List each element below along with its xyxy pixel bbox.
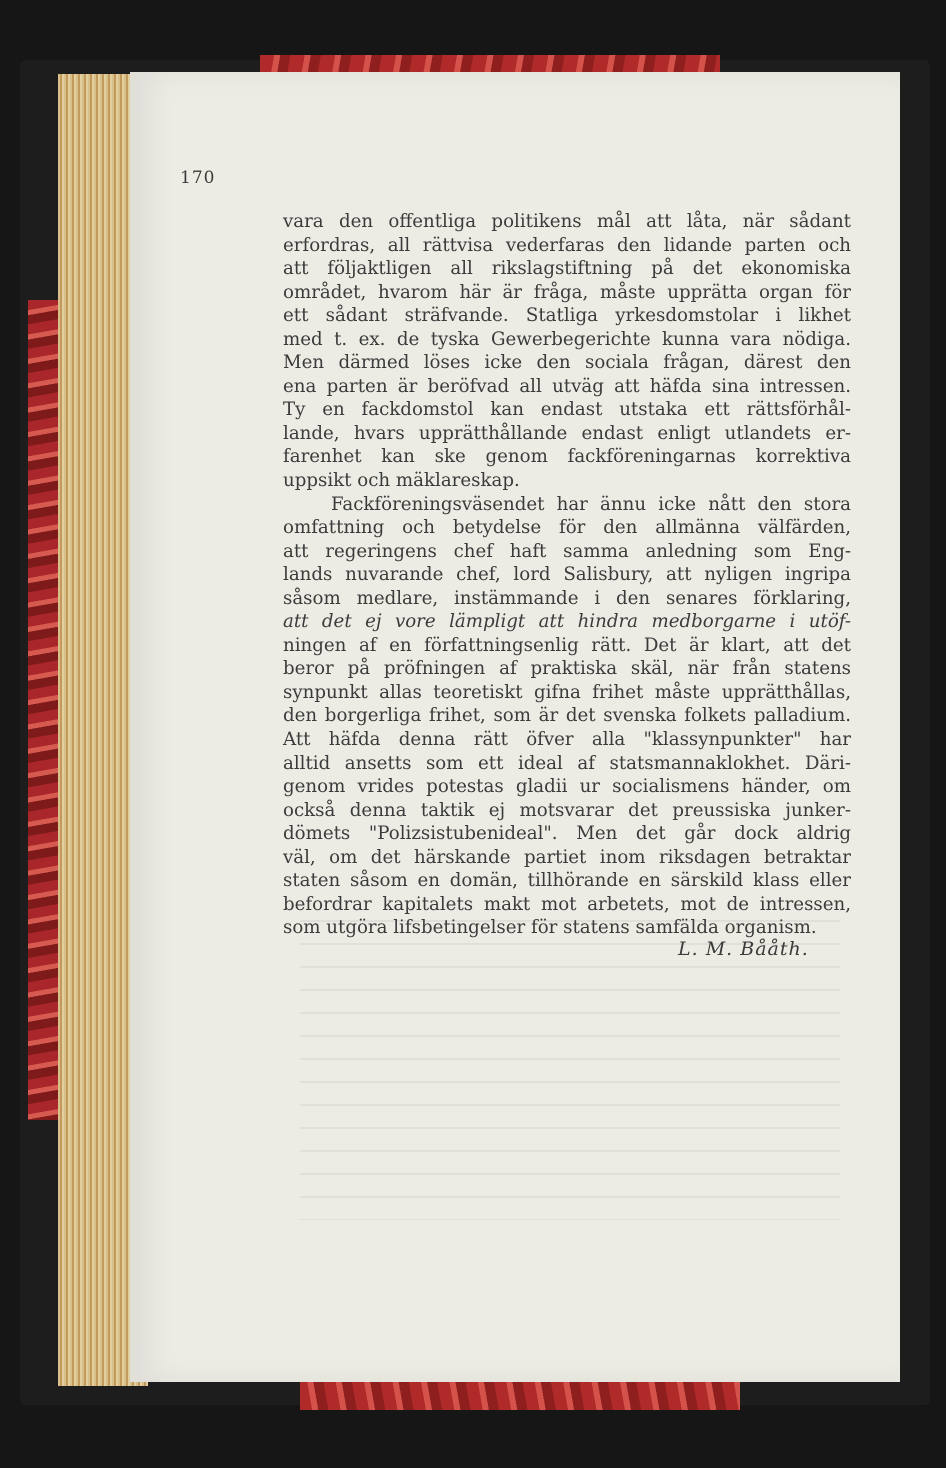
text-line: lande, hvars upprätthållande endast enligt utlandets er- — [283, 422, 851, 444]
text-line: Men därmed löses icke den sociala frågan, därest den — [283, 352, 851, 374]
text-line: omfattning och betydelse för den allmänna välfärden, — [283, 517, 851, 539]
text-line: ningen af en författningsenlig rätt. Det är klart, att det — [283, 634, 851, 656]
text-line: området, hvarom här är fråga, måste upprätta organ för — [283, 281, 851, 303]
body-text — [283, 210, 851, 940]
text-line: beror på pröfningen af praktiska skäl, när från statens — [283, 658, 851, 680]
text-line: den borgerliga frihet, som är det svenska folkets palladium. — [283, 705, 851, 727]
text-line: väl, om det härskande partiet inom riksdagen betraktar — [283, 846, 851, 868]
text-line: att följaktligen all rikslagstiftning på det ekonomiska — [283, 258, 851, 280]
text-line: också denna taktik ej motsvarar det preussiska junker- — [283, 799, 851, 821]
text-line: erfordras, all rättvisa vederfaras den lidande parten och — [283, 234, 851, 256]
text-line: att det ej vore lämpligt att hindra medborgarne i utöf- — [283, 611, 851, 633]
show-through-text — [300, 920, 840, 1220]
red-page-edge-bottom — [300, 1380, 740, 1410]
text-line: staten såsom en domän, tillhörande en särskild klass eller — [283, 870, 851, 892]
text-line: såsom medlare, instämmande i den senares förklaring, — [283, 587, 851, 609]
text-line: som utgöra lifsbetingelser för statens samfälda organism. — [283, 917, 817, 939]
text-line: ena parten är beröfvad all utväg att häfda sina intressen. — [283, 375, 851, 397]
text-line: med t. ex. de tyska Gewerbegerichte kunna vara nödiga. — [283, 328, 851, 350]
text-line: Att häfda denna rätt öfver alla "klassynpunkter" har — [283, 729, 851, 751]
text-line: synpunkt allas teoretiskt gifna frihet måste upprätthållas, — [283, 681, 851, 703]
text-line: genom vrides potestas gladii ur socialismens händer, om — [283, 776, 851, 798]
text-line: uppsikt och mäklareskap. — [283, 470, 520, 492]
text-line: ett sådant sträfvande. Statliga yrkesdomstolar i likhet — [283, 305, 851, 327]
author-signature: L. M. Bååth. — [678, 938, 809, 960]
text-line: alltid ansetts som ett ideal af statsmannaklokhet. Däri- — [283, 752, 851, 774]
text-line: att regeringens chef haft samma anledning som Eng- — [283, 540, 851, 562]
text-line: Ty en fackdomstol kan endast utstaka ett rättsförhål- — [283, 399, 851, 421]
text-line: lands nuvarande chef, lord Salisbury, att nyligen ingripa — [283, 564, 851, 586]
text-line: farenhet kan ske genom fackföreningarnas korrektiva — [283, 446, 851, 468]
page-number: 170 — [180, 168, 216, 188]
text-line: Fackföreningsväsendet har ännu icke nått den stora — [331, 493, 851, 515]
text-line: vara den offentliga politikens mål att låta, när sådant — [283, 211, 851, 232]
text-line: dömets "Polizsistubenideal". Men det går dock aldrig — [283, 823, 851, 845]
text-line: befordrar kapitalets makt mot arbetets, mot de intressen, — [283, 893, 851, 915]
